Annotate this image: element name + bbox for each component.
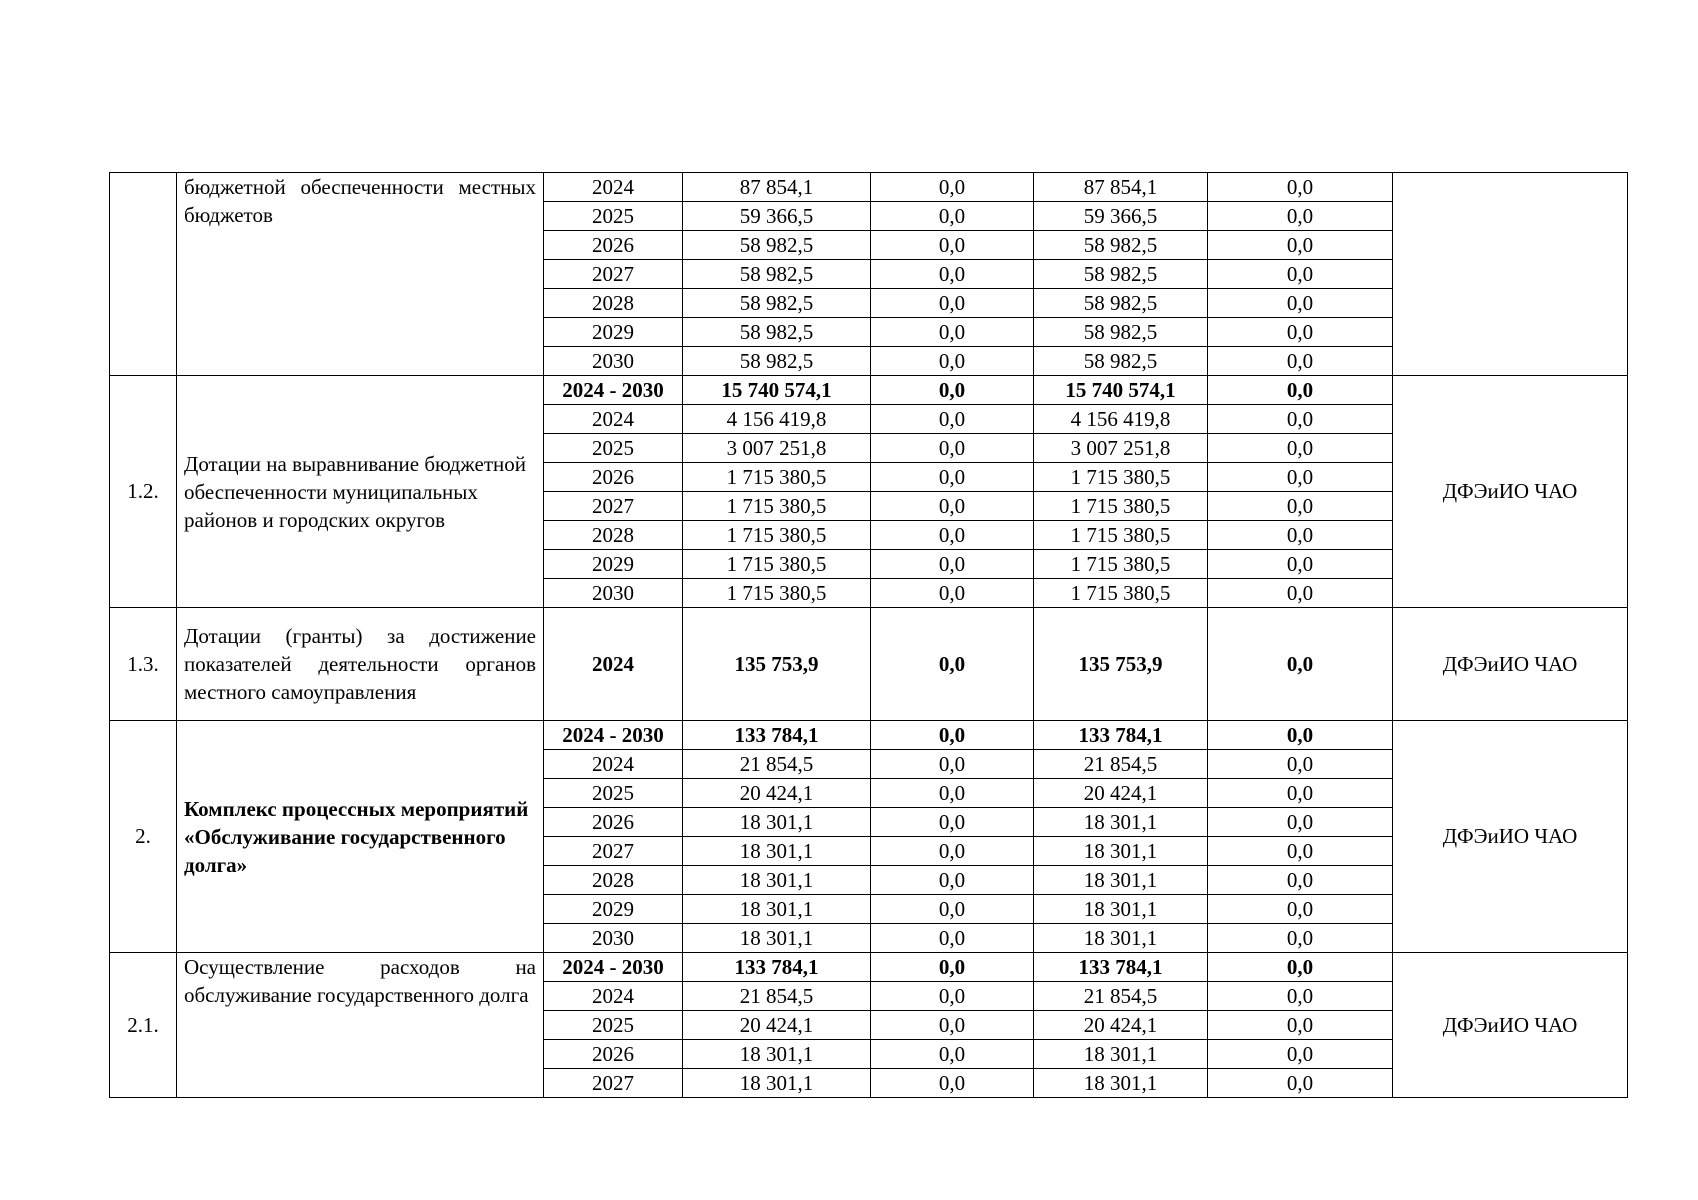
- other-cell: 0,0: [1208, 953, 1393, 982]
- table-row: [110, 173, 1628, 202]
- total-cell: 133 784,1: [683, 721, 871, 750]
- period-cell: 2024: [544, 982, 683, 1011]
- other-cell: 0,0: [1208, 779, 1393, 808]
- total-cell: 18 301,1: [683, 837, 871, 866]
- federal-cell: 0,0: [871, 492, 1034, 521]
- period-cell: 2028: [544, 521, 683, 550]
- federal-cell: 0,0: [871, 895, 1034, 924]
- federal-cell: 0,0: [871, 550, 1034, 579]
- regional-cell: 4 156 419,8: [1034, 405, 1208, 434]
- other-cell: 0,0: [1208, 608, 1393, 721]
- row-index: 1.2.: [110, 376, 177, 608]
- other-cell: 0,0: [1208, 866, 1393, 895]
- total-cell: 18 301,1: [683, 1040, 871, 1069]
- regional-cell: 133 784,1: [1034, 721, 1208, 750]
- period-cell: 2028: [544, 866, 683, 895]
- other-cell: 0,0: [1208, 750, 1393, 779]
- federal-cell: 0,0: [871, 231, 1034, 260]
- federal-cell: 0,0: [871, 347, 1034, 376]
- other-cell: 0,0: [1208, 521, 1393, 550]
- regional-cell: 18 301,1: [1034, 837, 1208, 866]
- total-cell: 133 784,1: [683, 953, 871, 982]
- federal-cell: 0,0: [871, 260, 1034, 289]
- period-cell: 2026: [544, 231, 683, 260]
- period-cell: 2024: [544, 405, 683, 434]
- federal-cell: 0,0: [871, 750, 1034, 779]
- federal-cell: 0,0: [871, 463, 1034, 492]
- other-cell: 0,0: [1208, 721, 1393, 750]
- federal-cell: 0,0: [871, 982, 1034, 1011]
- period-cell: 2024: [544, 173, 683, 202]
- regional-cell: 18 301,1: [1034, 895, 1208, 924]
- period-cell: 2029: [544, 318, 683, 347]
- other-cell: 0,0: [1208, 202, 1393, 231]
- total-cell: 20 424,1: [683, 1011, 871, 1040]
- regional-cell: 58 982,5: [1034, 318, 1208, 347]
- total-cell: 18 301,1: [683, 866, 871, 895]
- total-cell: 1 715 380,5: [683, 550, 871, 579]
- federal-cell: 0,0: [871, 521, 1034, 550]
- other-cell: 0,0: [1208, 434, 1393, 463]
- regional-cell: 1 715 380,5: [1034, 579, 1208, 608]
- regional-cell: 59 366,5: [1034, 202, 1208, 231]
- federal-cell: 0,0: [871, 376, 1034, 405]
- total-cell: 58 982,5: [683, 260, 871, 289]
- total-cell: 20 424,1: [683, 779, 871, 808]
- regional-cell: 18 301,1: [1034, 924, 1208, 953]
- measure-name: Осуществление расходов на обслуживание государственного долга: [177, 953, 544, 1098]
- other-cell: 0,0: [1208, 1040, 1393, 1069]
- period-cell: 2029: [544, 895, 683, 924]
- period-cell: 2027: [544, 837, 683, 866]
- period-cell: 2025: [544, 434, 683, 463]
- regional-cell: 18 301,1: [1034, 1040, 1208, 1069]
- total-cell: 4 156 419,8: [683, 405, 871, 434]
- other-cell: 0,0: [1208, 376, 1393, 405]
- total-cell: 1 715 380,5: [683, 521, 871, 550]
- regional-cell: 20 424,1: [1034, 1011, 1208, 1040]
- federal-cell: 0,0: [871, 779, 1034, 808]
- period-cell: 2024 - 2030: [544, 376, 683, 405]
- other-cell: 0,0: [1208, 463, 1393, 492]
- table-row: [110, 376, 1628, 405]
- table-row: [110, 608, 1628, 721]
- federal-cell: 0,0: [871, 289, 1034, 318]
- regional-cell: 58 982,5: [1034, 231, 1208, 260]
- total-cell: 1 715 380,5: [683, 492, 871, 521]
- other-cell: 0,0: [1208, 579, 1393, 608]
- period-cell: 2029: [544, 550, 683, 579]
- budget-table: [109, 172, 1628, 1098]
- row-index: [110, 173, 177, 376]
- total-cell: 87 854,1: [683, 173, 871, 202]
- federal-cell: 0,0: [871, 318, 1034, 347]
- regional-cell: 87 854,1: [1034, 173, 1208, 202]
- other-cell: 0,0: [1208, 808, 1393, 837]
- other-cell: 0,0: [1208, 347, 1393, 376]
- executor-cell: ДФЭиИО ЧАО: [1393, 953, 1628, 1098]
- period-cell: 2024 - 2030: [544, 721, 683, 750]
- period-cell: 2028: [544, 289, 683, 318]
- measure-name: Дотации (гранты) за достижение показателей деятельности органов местного самоуправления: [177, 608, 544, 721]
- regional-cell: 3 007 251,8: [1034, 434, 1208, 463]
- executor-cell: ДФЭиИО ЧАО: [1393, 376, 1628, 608]
- measure-name: бюджетной обеспеченности местных бюджетов: [177, 173, 544, 376]
- total-cell: 3 007 251,8: [683, 434, 871, 463]
- table-body: [110, 173, 1628, 1098]
- federal-cell: 0,0: [871, 405, 1034, 434]
- period-cell: 2027: [544, 1069, 683, 1098]
- period-cell: 2026: [544, 463, 683, 492]
- regional-cell: 58 982,5: [1034, 289, 1208, 318]
- other-cell: 0,0: [1208, 1069, 1393, 1098]
- regional-cell: 18 301,1: [1034, 808, 1208, 837]
- measure-name: Дотации на выравнивание бюджетной обеспеченности муниципальных районов и городских округов: [177, 376, 544, 608]
- period-cell: 2026: [544, 1040, 683, 1069]
- federal-cell: 0,0: [871, 924, 1034, 953]
- period-cell: 2027: [544, 260, 683, 289]
- regional-cell: 1 715 380,5: [1034, 521, 1208, 550]
- federal-cell: 0,0: [871, 1011, 1034, 1040]
- other-cell: 0,0: [1208, 289, 1393, 318]
- federal-cell: 0,0: [871, 202, 1034, 231]
- row-index: 2.: [110, 721, 177, 953]
- other-cell: 0,0: [1208, 492, 1393, 521]
- federal-cell: 0,0: [871, 1040, 1034, 1069]
- regional-cell: 133 784,1: [1034, 953, 1208, 982]
- regional-cell: 1 715 380,5: [1034, 492, 1208, 521]
- period-cell: 2024: [544, 608, 683, 721]
- period-cell: 2030: [544, 347, 683, 376]
- regional-cell: 18 301,1: [1034, 866, 1208, 895]
- federal-cell: 0,0: [871, 173, 1034, 202]
- other-cell: 0,0: [1208, 550, 1393, 579]
- period-cell: 2025: [544, 202, 683, 231]
- total-cell: 18 301,1: [683, 895, 871, 924]
- total-cell: 18 301,1: [683, 924, 871, 953]
- federal-cell: 0,0: [871, 721, 1034, 750]
- total-cell: 58 982,5: [683, 289, 871, 318]
- federal-cell: 0,0: [871, 608, 1034, 721]
- total-cell: 18 301,1: [683, 1069, 871, 1098]
- period-cell: 2030: [544, 579, 683, 608]
- row-index: 1.3.: [110, 608, 177, 721]
- total-cell: 18 301,1: [683, 808, 871, 837]
- period-cell: 2026: [544, 808, 683, 837]
- other-cell: 0,0: [1208, 231, 1393, 260]
- period-cell: 2025: [544, 779, 683, 808]
- total-cell: 135 753,9: [683, 608, 871, 721]
- federal-cell: 0,0: [871, 808, 1034, 837]
- table-row: [110, 721, 1628, 750]
- total-cell: 1 715 380,5: [683, 579, 871, 608]
- federal-cell: 0,0: [871, 837, 1034, 866]
- other-cell: 0,0: [1208, 895, 1393, 924]
- total-cell: 58 982,5: [683, 231, 871, 260]
- row-index: 2.1.: [110, 953, 177, 1098]
- period-cell: 2024: [544, 750, 683, 779]
- federal-cell: 0,0: [871, 579, 1034, 608]
- federal-cell: 0,0: [871, 866, 1034, 895]
- total-cell: 58 982,5: [683, 347, 871, 376]
- total-cell: 21 854,5: [683, 750, 871, 779]
- regional-cell: 18 301,1: [1034, 1069, 1208, 1098]
- total-cell: 1 715 380,5: [683, 463, 871, 492]
- regional-cell: 135 753,9: [1034, 608, 1208, 721]
- regional-cell: 1 715 380,5: [1034, 463, 1208, 492]
- federal-cell: 0,0: [871, 1069, 1034, 1098]
- federal-cell: 0,0: [871, 953, 1034, 982]
- other-cell: 0,0: [1208, 837, 1393, 866]
- total-cell: 15 740 574,1: [683, 376, 871, 405]
- period-cell: 2027: [544, 492, 683, 521]
- other-cell: 0,0: [1208, 318, 1393, 347]
- other-cell: 0,0: [1208, 1011, 1393, 1040]
- other-cell: 0,0: [1208, 260, 1393, 289]
- regional-cell: 1 715 380,5: [1034, 550, 1208, 579]
- other-cell: 0,0: [1208, 405, 1393, 434]
- executor-cell: ДФЭиИО ЧАО: [1393, 608, 1628, 721]
- total-cell: 21 854,5: [683, 982, 871, 1011]
- regional-cell: 21 854,5: [1034, 982, 1208, 1011]
- regional-cell: 21 854,5: [1034, 750, 1208, 779]
- regional-cell: 20 424,1: [1034, 779, 1208, 808]
- period-cell: 2030: [544, 924, 683, 953]
- regional-cell: 58 982,5: [1034, 347, 1208, 376]
- executor-cell: [1393, 173, 1628, 376]
- total-cell: 59 366,5: [683, 202, 871, 231]
- table-row: [110, 953, 1628, 982]
- measure-name: Комплекс процессных мероприятий «Обслуживание государственного долга»: [177, 721, 544, 953]
- federal-cell: 0,0: [871, 434, 1034, 463]
- other-cell: 0,0: [1208, 924, 1393, 953]
- period-cell: 2025: [544, 1011, 683, 1040]
- period-cell: 2024 - 2030: [544, 953, 683, 982]
- other-cell: 0,0: [1208, 173, 1393, 202]
- executor-cell: ДФЭиИО ЧАО: [1393, 721, 1628, 953]
- regional-cell: 58 982,5: [1034, 260, 1208, 289]
- regional-cell: 15 740 574,1: [1034, 376, 1208, 405]
- other-cell: 0,0: [1208, 982, 1393, 1011]
- total-cell: 58 982,5: [683, 318, 871, 347]
